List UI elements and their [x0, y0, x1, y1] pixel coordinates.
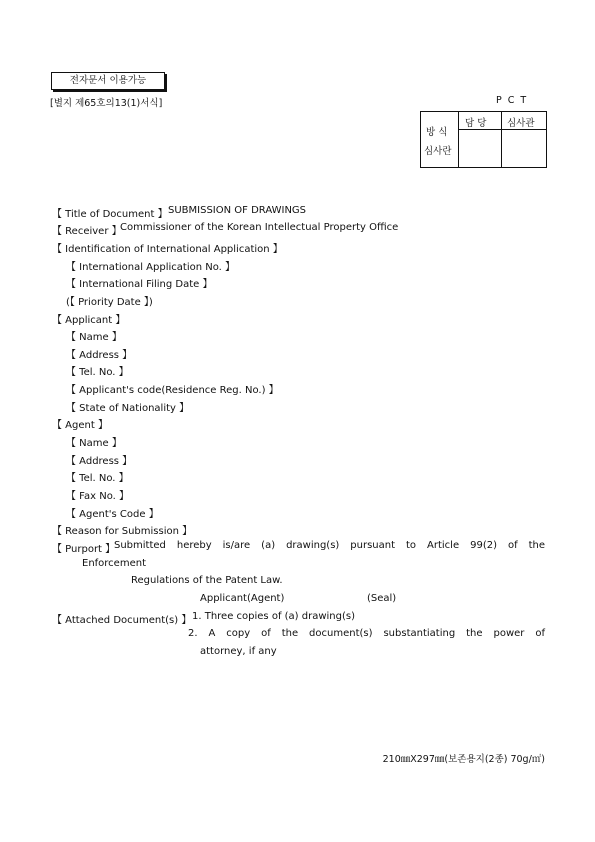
- examination-box: [420, 111, 547, 168]
- exam-col-2: 심사관: [507, 118, 535, 129]
- purport-line-3: Regulations of the Patent Law.: [131, 575, 283, 586]
- agent-tel: 【 Tel. No. 】: [66, 473, 129, 484]
- attached-item-1: 1. Three copies of (a) drawing(s): [192, 611, 355, 622]
- exam-row-label-1: 방 식: [426, 127, 448, 138]
- agent-address: 【 Address 】: [66, 456, 133, 467]
- reason-heading: 【 Reason for Submission 】: [52, 526, 193, 537]
- purport-line-2: Enforcement: [82, 558, 146, 569]
- agent-fax: 【 Fax No. 】: [66, 491, 130, 502]
- attached-documents-label: 【 Attached Document(s) 】: [52, 615, 192, 626]
- applicant-address: 【 Address 】: [66, 350, 133, 361]
- intl-filing-date: 【 International Filing Date 】: [66, 279, 213, 290]
- priority-date: (【 Priority Date 】): [66, 297, 153, 308]
- seal-label: (Seal): [367, 593, 397, 604]
- agent-heading: 【 Agent 】: [52, 420, 108, 431]
- applicant-nationality: 【 State of Nationality 】: [66, 403, 190, 414]
- identification-heading: 【 Identification of International Application 】: [52, 244, 283, 255]
- agent-name: 【 Name 】: [66, 438, 122, 449]
- paper-spec-footer: 210㎜X297㎜(보존용지(2종) 70g/㎡): [382, 754, 545, 765]
- pct-label: PCT: [496, 95, 533, 106]
- receiver-value: Commissioner of the Korean Intellectual Property Office: [120, 222, 399, 233]
- attached-item-2a: 2. A copy of the document(s) substantiating the power of: [188, 628, 545, 639]
- title-of-document-label: 【 Title of Document 】: [52, 209, 168, 220]
- exam-divider-v2: [501, 112, 502, 167]
- exam-row-label-2: 심사란: [424, 146, 452, 157]
- signer-label: Applicant(Agent): [200, 593, 285, 604]
- purport-line-1: Submitted hereby is/are (a) drawing(s) pursuant to Article 99(2) of the: [114, 540, 545, 551]
- applicant-code: 【 Applicant's code(Residence Reg. No.) 】: [66, 385, 279, 396]
- agent-code: 【 Agent's Code 】: [66, 509, 159, 520]
- e-document-badge: 전자문서 이용가능: [51, 72, 165, 90]
- exam-divider-v1: [458, 112, 459, 167]
- intl-application-no: 【 International Application No. 】: [66, 262, 236, 273]
- exam-divider-h: [458, 129, 546, 130]
- applicant-name: 【 Name 】: [66, 332, 122, 343]
- form-reference: [별지 제65호의13(1)서식]: [50, 98, 163, 109]
- attached-item-2b: attorney, if any: [200, 646, 277, 657]
- purport-label: 【 Purport 】: [52, 544, 116, 555]
- receiver-label: 【 Receiver 】: [52, 226, 122, 237]
- applicant-heading: 【 Applicant 】: [52, 315, 126, 326]
- applicant-tel: 【 Tel. No. 】: [66, 367, 129, 378]
- title-of-document-value: SUBMISSION OF DRAWINGS: [168, 205, 307, 216]
- exam-col-1: 담 당: [465, 118, 487, 129]
